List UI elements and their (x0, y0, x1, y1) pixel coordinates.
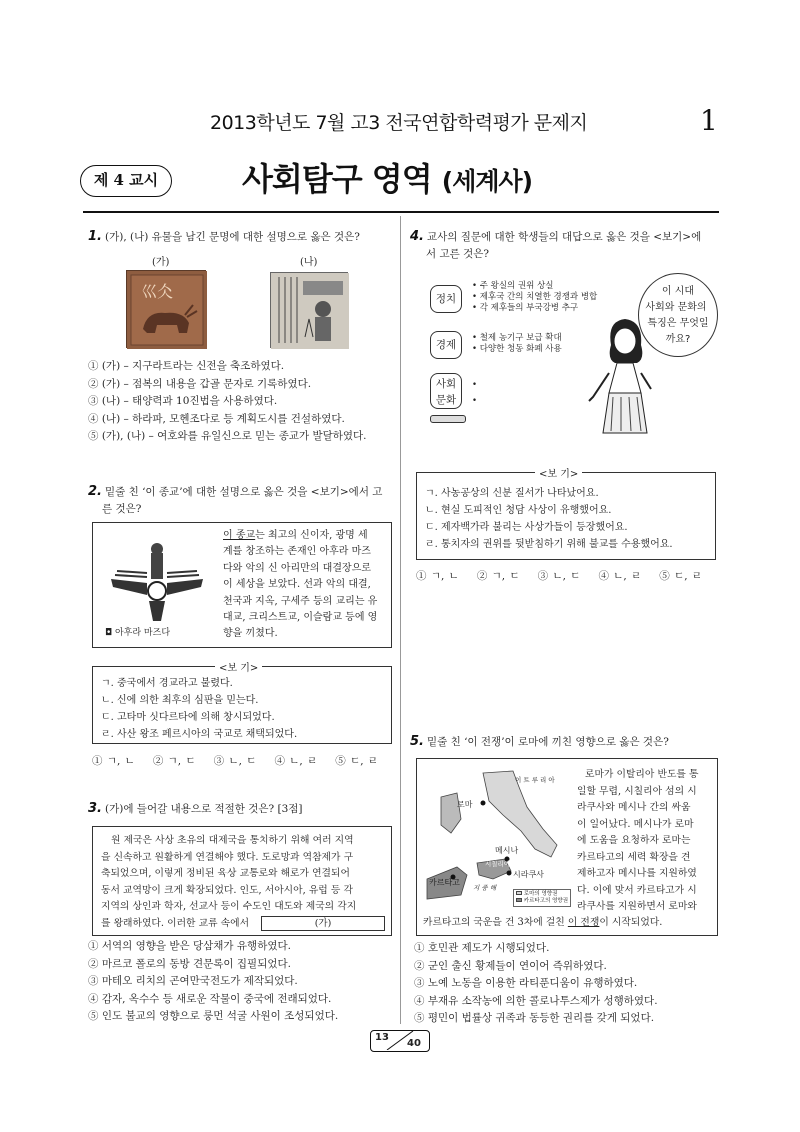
q3-number: 3. (88, 801, 102, 816)
q1-option-1[interactable]: ① (가) – 지구라트라는 신전을 축조하였다. (88, 360, 285, 372)
q2-stem-line2: 른 것은? (102, 503, 142, 515)
map-label-rome: 로마 (457, 800, 473, 809)
q4-choice-2[interactable]: ② ㄱ, ㄷ (476, 570, 520, 582)
q1-option-5[interactable]: ⑤ (가), (나) – 여호와를 유일신으로 믿는 종교가 발달하였다. (88, 430, 367, 443)
map-label-sea: 지 중 해 (473, 884, 496, 892)
q5-stem-text: 밑줄 친 ‘이 전쟁’이 로마에 끼친 영향으로 옳은 것은? (426, 736, 669, 748)
page-current: 13 (375, 1032, 389, 1043)
q4-speech-bubble: 이 시대 사회와 문화의 특징은 무엇일 까요? (638, 273, 718, 357)
q5-option-3[interactable]: ③ 노예 노동을 이용한 라티푼디움이 유행하였다. (414, 977, 638, 990)
q4-bogi-label: <보 기> (535, 465, 582, 480)
q1-options (88, 358, 367, 446)
q4-stem-line1: 교사의 질문에 대한 학생들의 대답으로 옳은 것을 <보기>에 (426, 231, 702, 243)
q1-stem (88, 228, 360, 246)
q5-option-4[interactable]: ④ 부재유 소작농에 의한 콜로나투스제가 성행하였다. (414, 994, 658, 1007)
q2-bogi-3: ㄷ. 고타마 싯다르타에 의해 창시되었다. (101, 712, 275, 723)
q2-bogi-2: ㄴ. 신에 의한 최후의 심판을 믿는다. (101, 695, 259, 706)
faravahar-caption: ◘ 아후라 마즈다 (105, 628, 171, 638)
q1-label-na: (나) (300, 257, 318, 268)
q2-choice-2[interactable]: ② ㄱ, ㄷ (152, 755, 196, 767)
q2-choice-3[interactable]: ③ ㄴ, ㄷ (213, 755, 257, 767)
legend-swatch-rome (516, 891, 522, 895)
q5-passage: 로마가 이탈리아 반도를 통 일할 무렵, 시칠리아 섬의 시 라쿠사와 메시나 간의 싸움 이 일어났다. 메시나가 로마 에 도움을 요청하자 로마는 카르타고의 세력 확장을 견 제하고자 메시나를 지원하였 다. 이에 맞서 카르타고가 시 라쿠사를 지원하면서 로마와 (577, 769, 699, 912)
q5-underlined-term: 이 전쟁 (567, 917, 600, 928)
q4-bogi-1: ㄱ. 사농공상의 신분 질서가 나타났어요. (425, 488, 599, 499)
faravahar-image (107, 529, 207, 629)
q5-option-2[interactable]: ② 군인 출신 황제들이 연이어 즉위하였다. (414, 959, 607, 972)
q4-stem-line2: 서 고른 것은? (426, 248, 490, 260)
q3-option-2[interactable]: ② 마르코 폴로의 동방 견문록이 집필되었다. (88, 957, 291, 970)
q3-option-1[interactable]: ① 서역의 영향을 받은 당삼채가 유행하였다. (88, 940, 291, 952)
q5-map (423, 767, 573, 905)
header-rule (83, 211, 719, 213)
q2-bogi-label: <보 기> (215, 659, 262, 674)
caption-marker-icon: ◘ (105, 628, 115, 638)
q5-stem (410, 733, 669, 751)
q3-passage: 원 제국은 사상 초유의 대제국을 통치하기 위해 여러 지역 을 신속하고 원활하게 연결해야 했다. 도로망과 역참제가 구 축되었으며, 이렇게 정비된 육상 교통로와 해로가 연결되어 동서 교역망이 크게 확장되었다. 인도, 서아시아, 유럽 등 각 지역의 상인과 학자, 선교사 등이 수도인 대도와 제국의 각지 를 왕래하였다. 이러한 교류 속에서 (101, 835, 357, 929)
q2-bogi-box (92, 663, 392, 744)
q3-options (88, 938, 338, 1026)
q1-option-2[interactable]: ② (가) – 점복의 내용을 갑골 문자로 기록하였다. (88, 377, 312, 390)
q2-underlined-term: 이 종교 (223, 530, 256, 541)
q3-option-4[interactable]: ④ 감자, 옥수수 등 새로운 작물이 중국에 전래되었다. (88, 992, 332, 1005)
subject-subtitle: (세계사) (441, 167, 533, 196)
faravahar-icon (107, 529, 207, 629)
q4-bogi-list (425, 485, 673, 553)
svg-text:巛仌: 巛仌 (141, 282, 174, 301)
q2-choices (92, 753, 396, 768)
q3-stem (88, 800, 303, 818)
map-label-messina: 메시나 (495, 846, 519, 855)
q3-option-5[interactable]: ⑤ 인도 불교의 영향으로 룽먼 석굴 사원이 조성되었다. (88, 1010, 339, 1023)
q1-stem-text: (가), (나) 유물을 남긴 문명에 대한 설명으로 옳은 것은? (104, 231, 360, 243)
q4-illustration (420, 265, 720, 440)
q2-passage-box (92, 522, 392, 648)
q4-choice-4[interactable]: ④ ㄴ, ㄹ (598, 570, 642, 582)
q1-option-4[interactable]: ④ (나) – 하라파, 모헨조다로 등 계획도시를 건설하였다. (88, 412, 345, 425)
q2-stem-line1: 밑줄 친 ‘이 종교’에 대한 설명으로 옳은 것을 <보기>에서 고 (104, 486, 383, 498)
q4-choices (416, 568, 720, 583)
q2-choice-4[interactable]: ④ ㄴ, ㄹ (274, 755, 318, 767)
q5-option-5[interactable]: ⑤ 평민이 법률상 귀족과 동등한 권리를 갖게 되었다. (414, 1012, 655, 1025)
q5-passage-last: 카르타고의 국운을 건 3차에 걸친 이 전쟁이 시작되었다. (423, 917, 663, 928)
q1-label-ga: (가) (152, 257, 170, 268)
q3-blank-box: (가) (261, 916, 385, 931)
q3-option-3[interactable]: ③ 마테오 리치의 곤여만국전도가 제작되었다. (88, 975, 298, 988)
map-label-carthage: 카르타고 (429, 878, 460, 887)
legend-swatch-carthage (516, 898, 522, 902)
subject-name: 사회탐구 영역 (242, 160, 432, 198)
q2-bogi-1: ㄱ. 중국에서 경교라고 불렸다. (101, 678, 233, 689)
q4-stem (410, 228, 722, 263)
q2-stem (88, 483, 393, 518)
q5-option-1[interactable]: ① 호민관 제도가 시행되었다. (414, 942, 550, 954)
q3-passage-box (92, 826, 392, 936)
indus-seal-image (126, 270, 206, 348)
q4-politics-bullets: • 주 왕실의 권위 상실 • 제후국 간의 치열한 경쟁과 병합 • 각 제후들의 부국강병 추구 (472, 281, 598, 313)
q5-number: 5. (410, 734, 424, 749)
q4-economy-bullets: • 철제 농기구 보급 확대 • 다양한 청동 화폐 사용 (472, 333, 562, 354)
egypt-papyrus-image (270, 272, 348, 348)
column-divider (400, 216, 401, 1024)
q3-stem-text: (가)에 들어갈 내용으로 적절한 것은? [3점] (104, 803, 303, 815)
q4-bogi-box (416, 469, 716, 560)
page-counter (370, 1030, 430, 1052)
map-label-syracuse: 시라쿠사 (513, 870, 544, 879)
page-number: 1 (700, 104, 718, 137)
q4-bogi-4: ㄹ. 통치자의 권위를 뒷받침하기 위해 불교를 수용했어요. (425, 539, 673, 550)
q4-choice-1[interactable]: ① ㄱ, ㄴ (416, 570, 459, 582)
exam-title: 2013학년도 7월 고3 전국연합학력평가 문제지 (210, 112, 588, 134)
q4-card-society: 사회 문화 (430, 373, 462, 409)
page-total: 40 (407, 1038, 421, 1049)
map-label-etruria: 이 트 루 리 아 (515, 776, 555, 784)
q4-choice-3[interactable]: ③ ㄴ, ㄷ (537, 570, 581, 582)
q4-card-politics: 정치 (430, 285, 462, 313)
map-label-sicily: 시칠리아 (485, 860, 511, 868)
session-badge: 제 4 교시 (80, 165, 172, 197)
q2-passage: 이 종교는 최고의 신이자, 광명 세 계를 창조하는 존재인 아후라 마즈 다와 악의 신 아리만의 대결장으로 이 세상을 보았다. 선과 악의 대결, 천국과 지옥, 구세주 등의 교리는 유 대교, 크리스트교, 이슬람교 등에 영 향을 끼쳤다. (223, 530, 378, 640)
q4-bogi-3: ㄷ. 제자백가라 불리는 사상가들이 등장했어요. (425, 522, 628, 533)
q4-society-bullets: • • (472, 380, 478, 406)
q2-bogi-4: ㄹ. 사산 왕조 페르시아의 국교로 채택되었다. (101, 729, 298, 740)
indus-seal-icon (127, 271, 207, 349)
q4-choice-5[interactable]: ⑤ ㄷ, ㄹ (659, 570, 703, 582)
q5-passage-box (416, 758, 718, 936)
q2-choice-5[interactable]: ⑤ ㄷ, ㄹ (335, 755, 379, 767)
q2-choice-1[interactable]: ① ㄱ, ㄴ (92, 755, 135, 767)
papyrus-icon (271, 273, 349, 349)
q4-number: 4. (410, 229, 424, 244)
q5-options (414, 940, 658, 1028)
q2-number: 2. (88, 484, 102, 499)
q4-bogi-2: ㄴ. 현실 도피적인 청담 사상이 유행했어요. (425, 505, 612, 516)
subject-title (242, 154, 532, 200)
eraser-icon (430, 415, 466, 423)
q1-number: 1. (88, 229, 102, 244)
q4-card-economy: 경제 (430, 331, 462, 359)
q2-bogi-list (101, 675, 297, 743)
q1-option-3[interactable]: ③ (나) – 태양력과 10진법을 사용하였다. (88, 395, 278, 408)
map-legend: 로마의 영향권 카르타고의 영향권 (513, 889, 571, 907)
